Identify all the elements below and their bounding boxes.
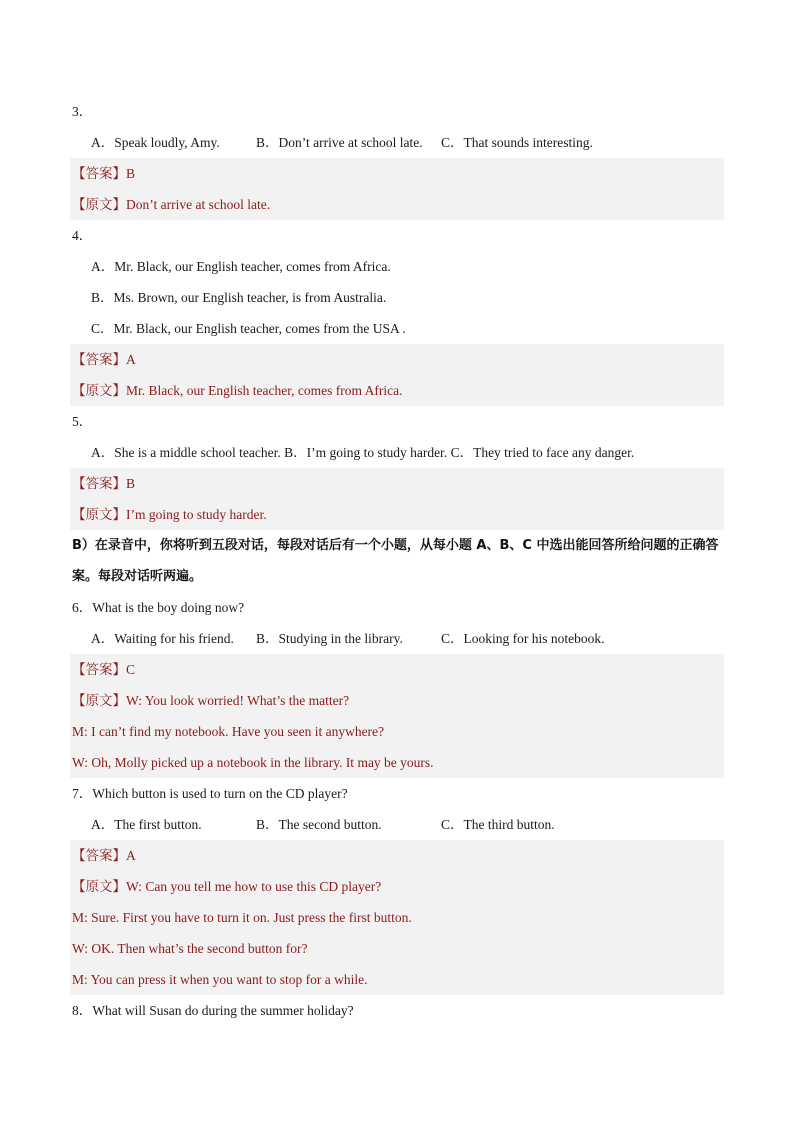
question-7-option-b: B．The second button. xyxy=(256,817,382,832)
script-tag: 【原文】 xyxy=(72,383,126,398)
question-4-script xyxy=(70,375,724,406)
question-3-number xyxy=(0,96,794,127)
question-4-option-a: A．Mr. Black, our English teacher, comes from Africa. xyxy=(91,259,391,274)
script-tag: 【原文】 xyxy=(72,507,126,522)
script-tag: 【原文】 xyxy=(72,879,126,894)
answer-value: B xyxy=(126,166,136,181)
question-5-script xyxy=(70,499,724,530)
answer-tag: 【答案】 xyxy=(72,166,126,181)
question-3-answer xyxy=(70,158,724,189)
question-7-prompt: 7．Which button is used to turn on the CD player? xyxy=(72,786,348,801)
question-7-script-line-4: M: You can press it when you want to stop for a while. xyxy=(70,964,724,995)
question-6-script-line-2: M: I can’t find my notebook. Have you seen it anywhere? xyxy=(70,716,724,747)
question-4-number xyxy=(0,220,794,251)
question-6-answer xyxy=(70,654,724,685)
question-7-option-c: C．The third button. xyxy=(441,817,555,832)
answer-value: C xyxy=(126,662,136,677)
question-8-prompt: 8．What will Susan do during the summer holiday? xyxy=(72,1003,354,1018)
question-6-options xyxy=(0,623,794,654)
question-4-option-c: C．Mr. Black, our English teacher, comes from the USA . xyxy=(91,321,406,336)
script-tag: 【原文】 xyxy=(72,693,126,708)
question-6-option-b: B．Studying in the library. xyxy=(256,631,403,646)
question-6-script-line-3: W: Oh, Molly picked up a notebook in the library. It may be yours. xyxy=(70,747,724,778)
question-7-answer xyxy=(70,840,724,871)
question-6-prompt: 6．What is the boy doing now? xyxy=(72,600,245,615)
question-5-answer xyxy=(70,468,724,499)
answer-value: A xyxy=(126,352,136,367)
script-text: W: You look worried! What’s the matter? xyxy=(126,693,350,708)
script-text: Mr. Black, our English teacher, comes from Africa. xyxy=(126,383,403,398)
question-7-script-line-1 xyxy=(70,871,724,902)
question-7-option-a: A．The first button. xyxy=(91,817,202,832)
question-7-options xyxy=(0,809,794,840)
answer-tag: 【答案】 xyxy=(72,848,126,863)
question-7-script-line-2: M: Sure. First you have to turn it on. Just press the first button. xyxy=(70,902,724,933)
answer-value: B xyxy=(126,476,136,491)
question-3-option-b: B．Don’t arrive at school late. xyxy=(256,135,423,150)
question-3-option-c: C．That sounds interesting. xyxy=(441,135,593,150)
document-page xyxy=(0,96,794,1026)
question-5-number xyxy=(0,406,794,437)
question-7-script-line-3: W: OK. Then what’s the second button for? xyxy=(70,933,724,964)
answer-value: A xyxy=(126,848,136,863)
question-5-options: A．She is a middle school teacher. B．I’m going to study harder. C．They tried to face any danger. xyxy=(91,445,635,460)
question-3-label: 3． xyxy=(72,104,93,119)
question-6-option-a: A．Waiting for his friend. xyxy=(91,631,234,646)
question-3-option-a: A．Speak loudly, Amy. xyxy=(91,135,220,150)
question-6-script-line-1 xyxy=(70,685,724,716)
answer-tag: 【答案】 xyxy=(72,476,126,491)
answer-tag: 【答案】 xyxy=(72,662,126,677)
question-3-options xyxy=(0,127,794,158)
question-6-option-c: C．Looking for his notebook. xyxy=(441,631,605,646)
question-3-script xyxy=(70,189,724,220)
script-text: Don’t arrive at school late. xyxy=(126,197,271,212)
script-text: W: Can you tell me how to use this CD player? xyxy=(126,879,382,894)
question-4-label: 4． xyxy=(72,228,93,243)
question-4-answer xyxy=(70,344,724,375)
answer-tag: 【答案】 xyxy=(72,352,126,367)
script-text: I’m going to study harder. xyxy=(126,507,267,522)
question-5-label: 5． xyxy=(72,414,93,429)
question-4-option-b: B．Ms. Brown, our English teacher, is from Australia. xyxy=(91,290,387,305)
script-tag: 【原文】 xyxy=(72,197,126,212)
section-b-instruction: B）在录音中，你将听到五段对话，每段对话后有一个小题，从每小题 A、B、C 中选出能回答所给问题的正确答案。每段对话听两遍。 xyxy=(72,538,719,584)
